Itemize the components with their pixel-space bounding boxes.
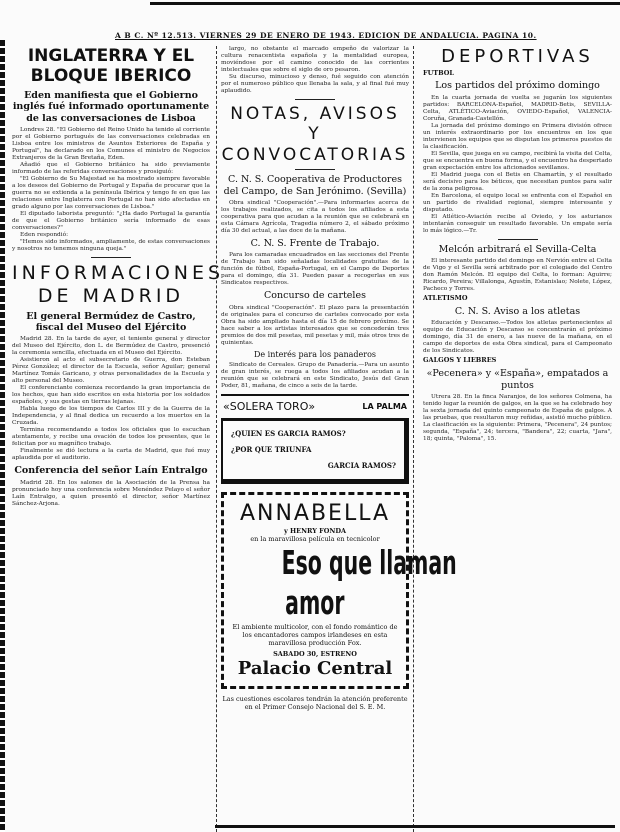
ad-film-title-2: amor (285, 582, 345, 622)
ad-intro: en la maravillosa película en tecnicolor (250, 534, 380, 543)
ad-line: ¿QUIEN ES GARCIA RAMOS? (231, 428, 346, 438)
ad-line: ¿POR QUE TRIUNFA (231, 444, 312, 454)
page-edge (0, 40, 5, 832)
paragraph: Madrid 28. En la tarde de ayer, el teniente general y director del Museo del Ejército, don L. de Bermúdez de Castro, presenció la ceremonia sencilla, efectuada en el Museo del Ejército. (12, 336, 210, 357)
headline-deportivas: DEPORTIVAS (441, 46, 594, 67)
notice-title-panaderos: De interés para los panaderos (253, 349, 377, 359)
ad-costar: y HENRY FONDA (283, 526, 347, 535)
notice-title-frente-trabajo: C. N. S. Frente de Trabajo. (250, 237, 380, 249)
article-body-inglaterra (12, 127, 210, 253)
column-right (420, 46, 612, 832)
notice-body-cooperativa: Obra sindical "Cooperación".—Para informarles acerca de los trabajos realizados, se cita a todos los afiliados a esta cooperativa para que acudan a la reunión que se celebrará en esta Cámara Agrícola, Tragedia número 2, el sábado próximo día 30 del actual, a las doce de la mañana. (221, 199, 409, 234)
article-body-partidos (423, 95, 612, 235)
divider (295, 99, 335, 100)
paragraph: Eden respondió: (20, 231, 69, 238)
notice-body-carteles: Obra sindical "Cooperación". El plazo para la presentación de originales para el concurso de carteles convocado por esta Obra ha sido ampliado hasta el día 15 de febrero próximo. Se hace saber a los artistas interesados que se concederán tres premios de dos mil pesetas, mil pesetas y mil, más otros tres de quinientas. (221, 304, 409, 346)
ad-maker: LA PALMA (362, 402, 407, 412)
paragraph: En la cuarta jornada de vuelta se jugarán los siguientes partidos: BARCELONA-Español, MADRID-Betis, SEVILLA-Celta, ATLÉTICO-Aviación, OVIEDO-Español, VALENCIA-Coruña, Granada-Castellón. (423, 94, 612, 122)
ad-film-title-row (228, 542, 457, 583)
section-atletismo: ATLETISMO (423, 294, 468, 303)
article-body-atletas: Educación y Descanso.—Todos los atletas pertenecientes al equipo de Educación y Descanso se concentrarán el próximo domingo, día 31 de enero, a las nueve de la mañana, en el campo de deportes de esta Obra sindical, para el Campeonato de los Sindicatos. (423, 320, 612, 355)
subheadline-melcon: Melcón arbitrará el Sevilla-Celta (438, 243, 597, 255)
paragraph: Su discurso, minucioso y denso, fué seguido con atención por el numeroso público que llenaba la sala, y al final fué muy aplaudido. (221, 74, 409, 94)
subheadline-galgos: «Pecenera» y «España», empatados a puntos (426, 368, 609, 391)
paragraph: Asistieron al acto el subsecretario de Guerra, don Esteban Pérez González; el director de la Escuela, señor Aguilar; general Martínez Tomás Garicano, y otras personalidades de la Escuela y alto personal del Museo. (12, 357, 210, 385)
article-body-madrid (12, 336, 210, 462)
subheadline-partidos: Los partidos del próximo domingo (435, 80, 600, 92)
article-body-galgos: Utrera 28. En la finca Naranjos, de los señores Colmena, ha tenido lugar la reunión de galgos, en la que se ha celebrado hoy la sexta jornada del quinto campeonato de España de galgos. A las pruebas, que resultaron muy reñidas, asistió mucho público. La clasificación es la siguiente: Primera, "Pecenera", 24 puntos; segunda, "España", 24; tercera, "Bandera", 22; cuarta, "Jara", 18; quinta, "Paloma", 15. (423, 393, 612, 442)
ad-date: SABADO 30, ESTRENO (273, 649, 357, 658)
ad-film-annabella (221, 492, 457, 690)
paragraph: "Hemos sido informados, ampliamente, de estas conversaciones y nosotros no tenemos ninguna queja." (12, 238, 210, 252)
paragraph: El Sevilla, que juega en su campo, recibirá la visita del Celta, que se encuentra en buena forma, y el encuentro ha despertado gran expectación entre los aficionados sevillanos. (423, 150, 612, 171)
paragraph: largo, no obstante el marcado empeño de valorizar la cultura renacentista española y la mentalidad europea, moviéndose por el camino conocido de las corrientes intelectuales que sobre el siglo de oro pesaron. (221, 46, 409, 73)
subheadline-atletas: C. N. S. Aviso a los atletas (454, 305, 581, 317)
ad-solera-toro (221, 394, 409, 418)
caption-sem: Las cuestiones escolares tendrán la atención preferente en el Primer Consejo Nacional del S. E. M. (222, 695, 408, 712)
ad-star: ANNABELLA (239, 500, 391, 526)
headline-notas-avisos: NOTAS, AVISOS Y CONVOCATORIAS (221, 104, 409, 165)
subheadline-lain-entralgo: Conferencia del señor Laín Entralgo (14, 465, 208, 477)
notice-title-cooperativa: C. N. S. Cooperativa de Productores del Campo, de San Jerónimo. (Sevilla) (223, 174, 407, 197)
paragraph: El conferenciante comienza recordando la gran importancia de los hechos, que han sido escritos en esta historia por los soldados españoles, y sus gestas en tierras lejanas. (12, 385, 210, 406)
ad-garcia-ramos (221, 419, 409, 484)
paragraph: Habla luego de los tiempos de Carlos III y de la Guerra de la Independencia, y al final dedica un recuerdo a los muertos en la Cruzada. (12, 406, 210, 427)
article-body-melcon: El interesante partido del domingo en Nervión entre el Celta de Vigo y el Sevilla será arbitrado por el colegiado del Centro don Ramón Melcón. El equipo del Celta, lo forman: Aguirre; Ricardo, Pereira; Villalonga, Agustín, Estanislao; Nolete, López, Pacheco y Torres. (423, 258, 612, 293)
paragraph: "El Gobierno de Su Majestad se ha mostrado siempre favorable a los deseos del Gobierno de Portugal y España de procurar que la guerra no se extienda a la península Ibérica y tengo fe en que las relaciones entre Inglaterra con Portugal no han sido afectadas en grado alguno por las conversaciones de Lisboa." (12, 175, 210, 210)
section-galgos: GALGOS Y LIEBRES (423, 356, 497, 365)
ad-brand: «SOLERA TORO» (223, 400, 316, 414)
section-futbol: FUTBOL (423, 68, 454, 77)
column-left (12, 46, 225, 832)
masthead: A B C. Nº 12.513. VIERNES 29 DE ENERO DE 1943. EDICION DE ANDALUCIA. PAGINA 10. (115, 31, 537, 40)
ad-line: GARCIA RAMOS? (327, 460, 396, 470)
divider (498, 239, 538, 240)
paragraph: El Madrid juega con el Betis en Chamartín, y el resultado será decisivo para los béticos, que necesitan puntos para salir de la zona peligrosa. (423, 171, 612, 192)
subheadline-eden: Eden manifiesta que el Gobierno inglés fué informado oportunamente de las conversaciones de Lisboa (12, 89, 210, 124)
bottom-rule (215, 825, 615, 828)
headline-inglaterra: INGLATERRA Y EL BLOQUE IBERICO (27, 46, 195, 87)
ad-film-title-row-2 (228, 583, 402, 623)
paragraph: El diputado laborista preguntó: "¿Ha dado Portugal la garantía de que el Gobierno británico sería informado de esas conversaciones?" (12, 210, 210, 231)
ad-film-title: Eso que llaman (281, 542, 457, 582)
notice-title-carteles: Concurso de carteles (264, 290, 366, 302)
paragraph: El Atlético-Aviación recibe al Oviedo, y los asturianos intentarán conseguir un resultado favorable. Un empate sería lo más lógico.—Tr. (423, 213, 612, 234)
headline-informaciones-madrid: INFORMACIONES DE MADRID (12, 261, 225, 307)
notice-body-panaderos: Sindicato de Cereales. Grupo de Panadería.—Para un asunto de gran interés, se ruega a todos los afiliados acudan a la reunión que se celebrará en este Sindicato, Jesús del Gran Poder, 81, mañana, de cinco a seis de la tarde. (221, 362, 409, 390)
ad-blurb: El ambiente multicolor, con el fondo romántico de los encantadores campos irlandeses en esta maravillosa producción Fox. (232, 622, 398, 647)
top-rule (150, 2, 620, 5)
paragraph: La jornada del próximo domingo en Primera división ofrece un interés extraordinario por los encuentros en los que intervienen los equipos que se disputan los primeros puestos de la clasificación. (423, 122, 612, 150)
paragraph: Termina recomendando a todos los oficiales que lo escuchan atentamente, y recibe una ovación de todos los presentes, que le felicitan por su magnífico trabajo. (12, 427, 210, 448)
divider (91, 257, 131, 258)
notice-body-frente-trabajo: Para los camaradas encuadrados en las secciones del Frente de Trabajo han sido señaladas localidades gratuitas de la función de fútbol, España-Portugal, en el Campo de Deportes para el domingo, día 31. Pueden pasar a recogerlas en sus Sindicatos respectivos. (221, 252, 409, 287)
paragraph: Finalmente se dió lectura a la carta de Madrid, que fué muy aplaudida por el auditorio. (12, 448, 210, 462)
divider (295, 169, 335, 170)
subheadline-bermudez: El general Bermúdez de Castro, fiscal del Museo del Ejército (26, 310, 196, 333)
article-body-lain: Madrid 28. En los salones de la Asociación de la Prensa ha pronunciado hoy una conferencia sobre Menéndez Pelayo el señor Laín Entralgo, a quien presentó el director, señor Martínez Sánchez-Arjona. (12, 479, 210, 507)
paragraph: En Barcelona, el equipo local se enfrenta con el Español en un partido de rivalidad regional, siempre interesante y disputado. (423, 192, 612, 213)
ad-venue: Palacio Central (237, 657, 393, 679)
paragraph: Londres 28. "El Gobierno del Reino Unido ha tenido al corriente por el Gobierno portugués de las conversaciones celebradas en Lisboa entre los ministros de Asuntos Exteriores de España y Portugal", ha declarado en los Comunes el ministro de Negocios Extranjeros de la Gran Bretaña, Eden. (12, 126, 210, 161)
paragraph: Añadió que el Gobierno británico ha sido previamente informado de las referidas conversaciones y prosiguió: (12, 161, 210, 175)
